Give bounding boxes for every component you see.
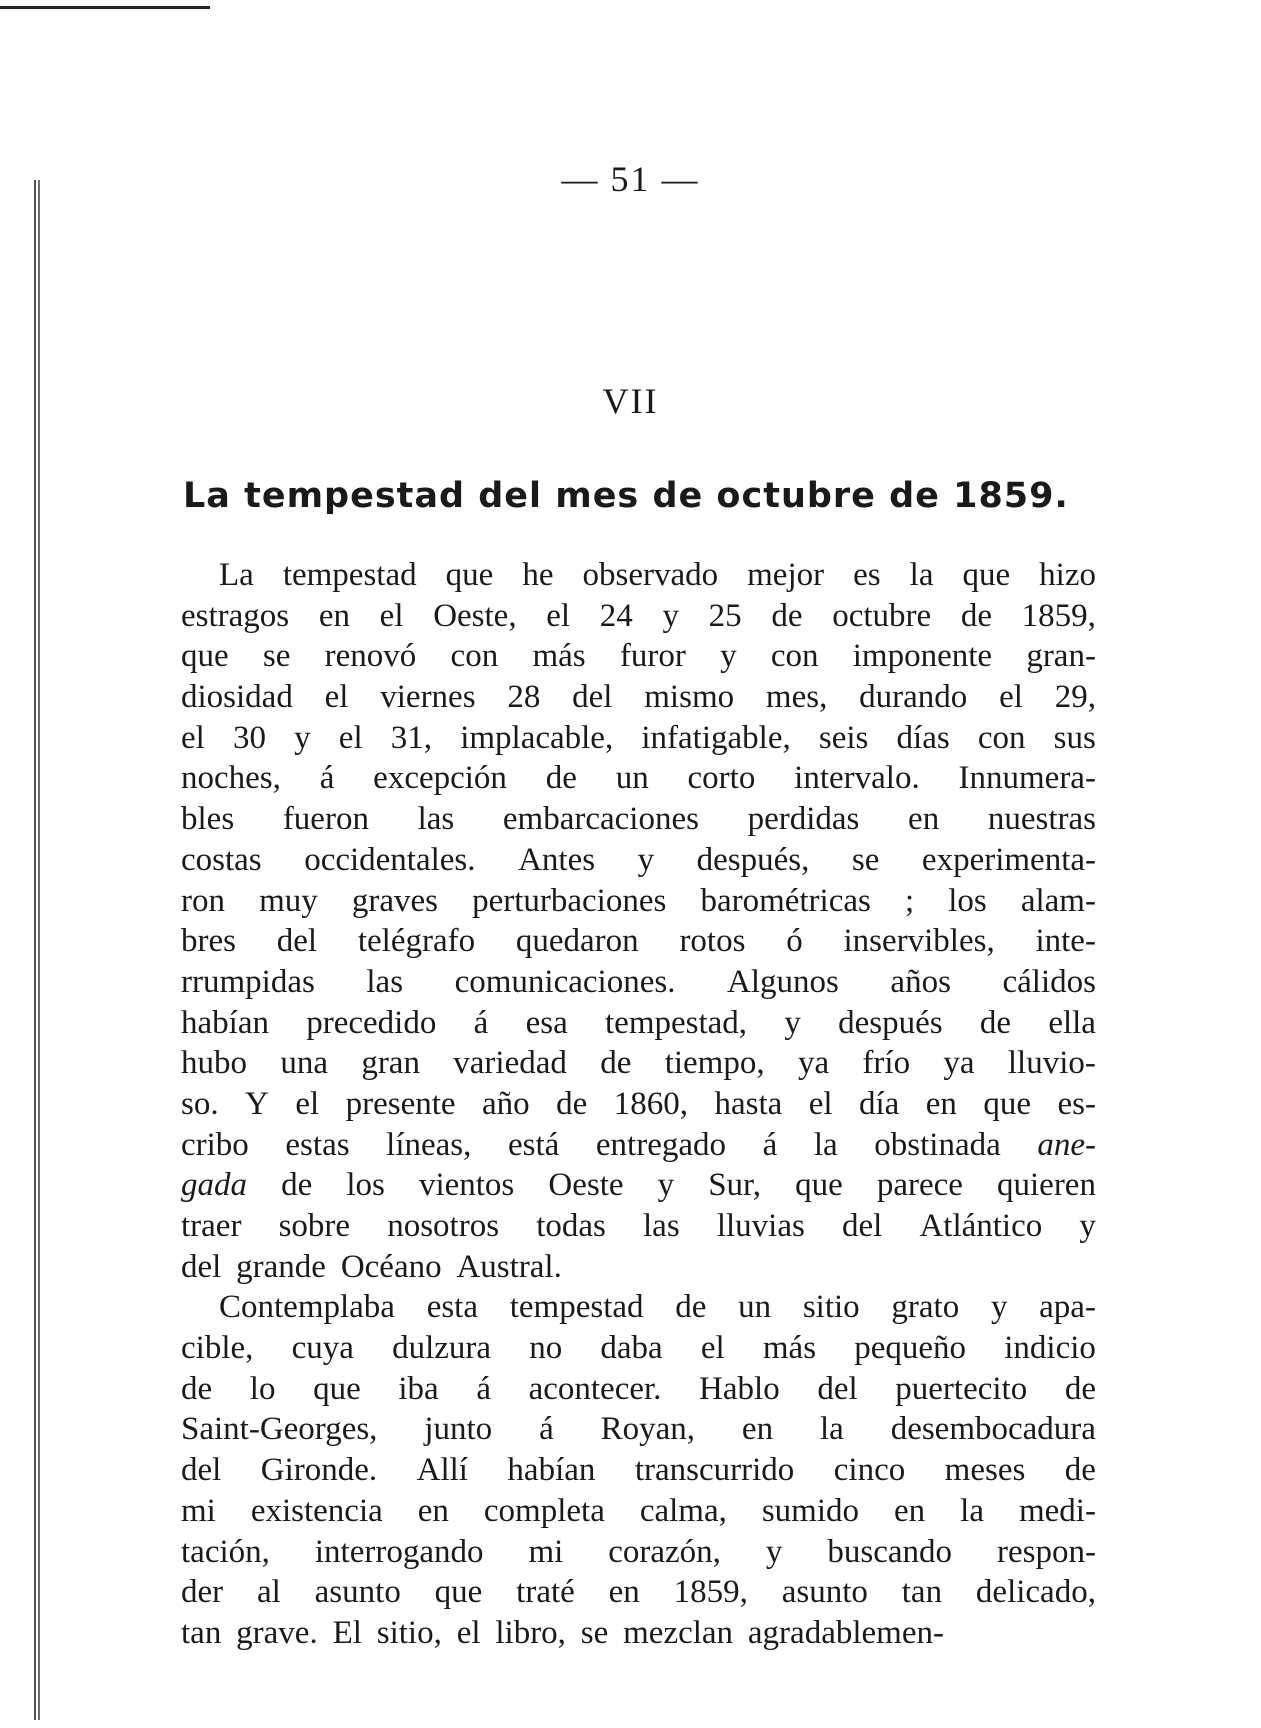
chapter-title: La tempestad del mes de octubre de 1859. xyxy=(183,476,1069,516)
text-line: traer sobre nosotros todas las lluvias del Atlántico y xyxy=(181,1208,1096,1244)
text-line: rrumpidas las comunicaciones. Algunos años cálidos xyxy=(181,963,1096,1000)
text-line: mi existencia en completa calma, sumido en la medi- xyxy=(181,1492,1096,1529)
text-line: Contemplaba esta tempestad de un sitio grato y apa- xyxy=(219,1289,1096,1326)
text-line: tan grave. El sitio, el libro, se mezclan agradablemen- xyxy=(181,1614,944,1651)
text-line: diosidad el viernes 28 del mismo mes, durando el 29, xyxy=(181,679,1096,716)
chapter-number: VII xyxy=(602,381,659,421)
text-line: cible, cuya dulzura no daba el más pequeño indicio xyxy=(181,1330,1096,1367)
text-line: bres del telégrafo quedaron rotos ó inservibles, inte- xyxy=(181,923,1096,960)
text-line: ron muy graves perturbaciones barométricas ; los alam- xyxy=(181,882,1096,919)
text-line: de lo que iba á acontecer. Hablo del puertecito de xyxy=(181,1370,1096,1407)
text-line: el 30 y el 31, implacable, infatigable, seis días con sus xyxy=(181,719,1096,756)
text-line: so. Y el presente año de 1860, hasta el día en que es- xyxy=(181,1085,1096,1122)
text-line: que se renovó con más furor y con imponente gran- xyxy=(181,638,1096,675)
page-number: — 51 — xyxy=(561,159,700,199)
text-line: hubo una gran variedad de tiempo, ya frío ya lluvio- xyxy=(181,1045,1096,1082)
text-line: del Gironde. Allí habían transcurrido cinco meses de xyxy=(181,1452,1096,1489)
text-line: costas occidentales. Antes y después, se experimenta- xyxy=(181,841,1096,878)
text-line: noches, á excepción de un corto intervalo. Innumera- xyxy=(181,760,1096,797)
text-line: Saint-Georges, junto á Royan, en la desembocadura xyxy=(181,1411,1096,1448)
text-line: del grande Océano Austral. xyxy=(181,1248,562,1285)
text-line: estragos en el Oeste, el 24 y 25 de octubre de 1859, xyxy=(181,597,1096,634)
text-line: der al asunto que traté en 1859, asunto tan delicado, xyxy=(181,1574,1096,1611)
text-line: La tempestad que he observado mejor es la que hizo xyxy=(219,557,1096,593)
text-line: habían precedido á esa tempestad, y después de ella xyxy=(181,1004,1096,1041)
top-rule xyxy=(0,6,210,9)
text-line: tación, interrogando mi corazón, y buscando respon- xyxy=(181,1533,1096,1570)
body-text xyxy=(181,555,1096,1654)
text-line: cribo estas líneas, está entregado á la obstinada ane- xyxy=(181,1126,1096,1163)
text-line: bles fueron las embarcaciones perdidas en nuestras xyxy=(181,801,1096,838)
text-line: gada de los vientos Oeste y Sur, que parece quieren xyxy=(181,1167,1096,1204)
